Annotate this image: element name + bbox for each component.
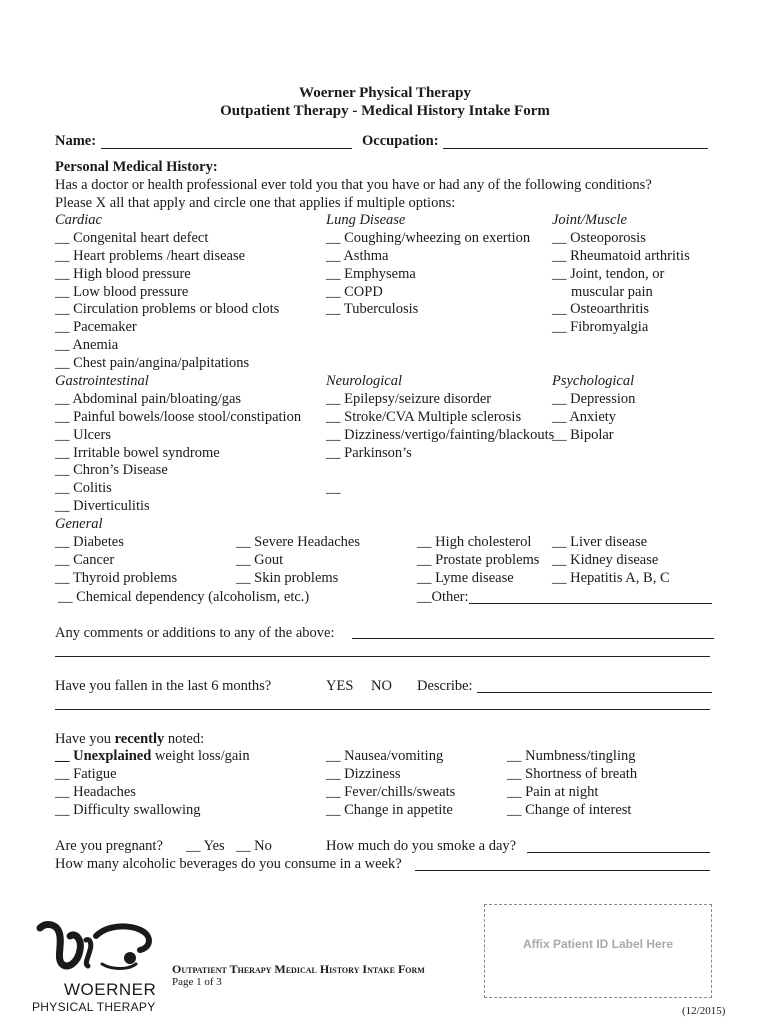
pregnant-question: Are you pregnant?: [55, 838, 163, 854]
condition-item[interactable]: __ Bipolar: [552, 426, 614, 443]
patient-id-label-text: Affix Patient ID Label Here: [522, 937, 674, 951]
chemical-dependency-item[interactable]: __ Chemical dependency (alcoholism, etc.): [58, 589, 310, 605]
symptom-item[interactable]: __ Nausea/vomiting: [326, 748, 444, 764]
footer-form-name: Outpatient Therapy Medical History Intake Form: [172, 962, 425, 976]
occupation-field[interactable]: [443, 148, 708, 149]
form-title: Outpatient Therapy - Medical History Intake Form: [220, 103, 550, 119]
symptom-item[interactable]: __ Headaches: [55, 783, 136, 800]
condition-item[interactable]: __ Osteoarthritis: [552, 301, 650, 318]
neuro-section: [326, 373, 554, 498]
condition-item[interactable]: __ Parkinson’s: [326, 444, 412, 461]
general-col-2: [236, 534, 360, 588]
describe-field-line-2[interactable]: [55, 709, 710, 710]
alcohol-question: How many alcoholic beverages do you consume in a week?: [55, 856, 402, 872]
condition-item[interactable]: __ Cancer: [55, 551, 115, 568]
cardiac-title: Cardiac: [55, 212, 102, 228]
symptom-item[interactable]: __ Unexplained weight loss/gain: [55, 748, 250, 764]
symptom-item[interactable]: __ Change in appetite: [326, 801, 453, 818]
condition-item[interactable]: __ Colitis: [55, 480, 112, 497]
condition-item[interactable]: __ Painful bowels/loose stool/constipation: [55, 408, 302, 425]
condition-item[interactable]: __ Stroke/CVA Multiple sclerosis: [326, 408, 522, 425]
condition-item[interactable]: __ Hepatitis A, B, C: [552, 569, 670, 586]
psych-section: [552, 373, 635, 445]
condition-item[interactable]: __ Lyme disease: [417, 569, 514, 586]
joint-title: Joint/Muscle: [552, 212, 627, 228]
condition-item[interactable]: __ Chest pain/angina/palpitations: [55, 355, 250, 372]
history-intro-2: Please X all that apply and circle one that applies if multiple options:: [55, 195, 456, 211]
condition-item[interactable]: __ Anxiety: [552, 408, 617, 425]
condition-item[interactable]: __ Tuberculosis: [326, 301, 419, 318]
name-label: Name:: [55, 133, 97, 149]
comments-field-line-2[interactable]: [55, 656, 710, 657]
condition-item[interactable]: __ Fibromyalgia: [552, 319, 649, 336]
neuro-title: Neurological: [326, 373, 402, 389]
condition-item[interactable]: __ Ulcers: [55, 426, 111, 443]
symptom-item[interactable]: __ Fever/chills/sweats: [326, 783, 456, 800]
condition-item[interactable]: __ High blood pressure: [55, 265, 191, 282]
condition-item[interactable]: __ Kidney disease: [552, 551, 659, 568]
condition-item[interactable]: __ Thyroid problems: [55, 569, 178, 586]
fallen-yes[interactable]: YES: [326, 678, 354, 694]
condition-item[interactable]: __ Severe Headaches: [236, 534, 360, 550]
footer-page-number: Page 1 of 3: [172, 976, 222, 988]
condition-item[interactable]: __ Anemia: [55, 337, 119, 354]
condition-item[interactable]: __ Gout: [236, 551, 284, 568]
condition-item[interactable]: __ Diverticulitis: [55, 498, 150, 515]
condition-item-blank: [326, 462, 554, 480]
condition-item[interactable]: __ Emphysema: [326, 265, 416, 282]
gastro-title: Gastrointestinal: [55, 373, 149, 390]
condition-item[interactable]: __ High cholesterol: [417, 534, 532, 550]
org-name: Woerner Physical Therapy: [299, 85, 471, 101]
comments-field[interactable]: [352, 638, 714, 639]
condition-item[interactable]: __ Chron’s Disease: [55, 462, 168, 479]
logo-wordmark: WOERNER: [64, 980, 157, 999]
condition-item[interactable]: __ Low blood pressure: [55, 283, 189, 300]
logo-subtitle: PHYSICAL THERAPY: [32, 1000, 156, 1014]
condition-item[interactable]: __ Irritable bowel syndrome: [55, 444, 220, 461]
psych-title: Psychological: [552, 373, 635, 389]
symptom-item[interactable]: __ Fatigue: [55, 765, 117, 782]
condition-item[interactable]: __ Liver disease: [552, 534, 648, 550]
recent-col-3: [507, 748, 637, 820]
recent-col-1: [55, 748, 250, 820]
symptom-item[interactable]: __ Pain at night: [507, 783, 599, 800]
alcohol-field[interactable]: [415, 870, 710, 871]
recent-col-2: [326, 748, 455, 820]
other-condition-label: __Other:: [417, 589, 469, 605]
condition-item[interactable]: __ Circulation problems or blood clots: [55, 301, 280, 318]
condition-item[interactable]: __ Skin problems: [236, 569, 339, 586]
recent-heading: Have you recently noted:: [55, 731, 205, 747]
condition-item[interactable]: __ Joint, tendon, or: [552, 265, 665, 282]
condition-item[interactable]: __ Diabetes: [55, 534, 124, 551]
condition-item[interactable]: __ Abdominal pain/bloating/gas: [55, 390, 242, 407]
smoke-question: How much do you smoke a day?: [326, 838, 517, 854]
general-title: General: [55, 516, 103, 533]
pregnant-no[interactable]: __ No: [236, 838, 272, 854]
general-col-4: [552, 534, 670, 588]
condition-item[interactable]: __ Heart problems /heart disease: [55, 247, 246, 264]
condition-item[interactable]: __ Depression: [552, 390, 636, 407]
symptom-item[interactable]: __ Numbness/tingling: [507, 748, 636, 764]
condition-item[interactable]: __: [326, 480, 341, 497]
woerner-logo-icon: [32, 918, 164, 986]
condition-item[interactable]: __ Pacemaker: [55, 319, 137, 336]
lung-title: Lung Disease: [326, 212, 406, 228]
fallen-no[interactable]: NO: [371, 678, 392, 694]
condition-item[interactable]: __ Asthma: [326, 247, 389, 264]
describe-field[interactable]: [477, 692, 712, 693]
condition-item[interactable]: __ Epilepsy/seizure disorder: [326, 390, 492, 407]
describe-label: Describe:: [417, 678, 473, 694]
smoke-field[interactable]: [527, 852, 710, 853]
general-col-3: [417, 534, 539, 588]
cardiac-section: [55, 212, 301, 588]
symptom-item[interactable]: __ Change of interest: [507, 801, 632, 818]
patient-id-label-box: [484, 904, 712, 998]
joint-section: [552, 212, 690, 337]
name-field[interactable]: [101, 148, 352, 149]
revision-date: (12/2015): [682, 1005, 726, 1017]
condition-item[interactable]: __ Osteoporosis: [552, 229, 646, 246]
symptom-item[interactable]: __ Difficulty swallowing: [55, 801, 201, 818]
symptom-item[interactable]: __ Shortness of breath: [507, 765, 638, 782]
condition-item[interactable]: __ Prostate problems: [417, 551, 540, 568]
occupation-label: Occupation:: [362, 133, 439, 149]
fallen-question: Have you fallen in the last 6 months?: [55, 678, 272, 694]
comments-label: Any comments or additions to any of the above:: [55, 625, 335, 641]
condition-item[interactable]: __ Dizziness/vertigo/fainting/blackouts: [326, 426, 555, 443]
history-heading: Personal Medical History:: [55, 159, 218, 175]
history-intro-1: Has a doctor or health professional ever told you that you have or had any of the following conditions?: [55, 177, 652, 193]
condition-item[interactable]: __ COPD: [326, 283, 383, 300]
condition-item[interactable]: __ Rheumatoid arthritis: [552, 247, 690, 264]
condition-item[interactable]: __ Coughing/wheezing on exertion: [326, 229, 531, 246]
condition-item[interactable]: __ Congenital heart defect: [55, 229, 209, 246]
other-condition-field[interactable]: [469, 603, 712, 604]
lung-section: [326, 212, 530, 319]
pregnant-yes[interactable]: __ Yes: [186, 838, 225, 854]
condition-item-cont: muscular pain: [571, 283, 653, 300]
symptom-item[interactable]: __ Dizziness: [326, 765, 401, 782]
